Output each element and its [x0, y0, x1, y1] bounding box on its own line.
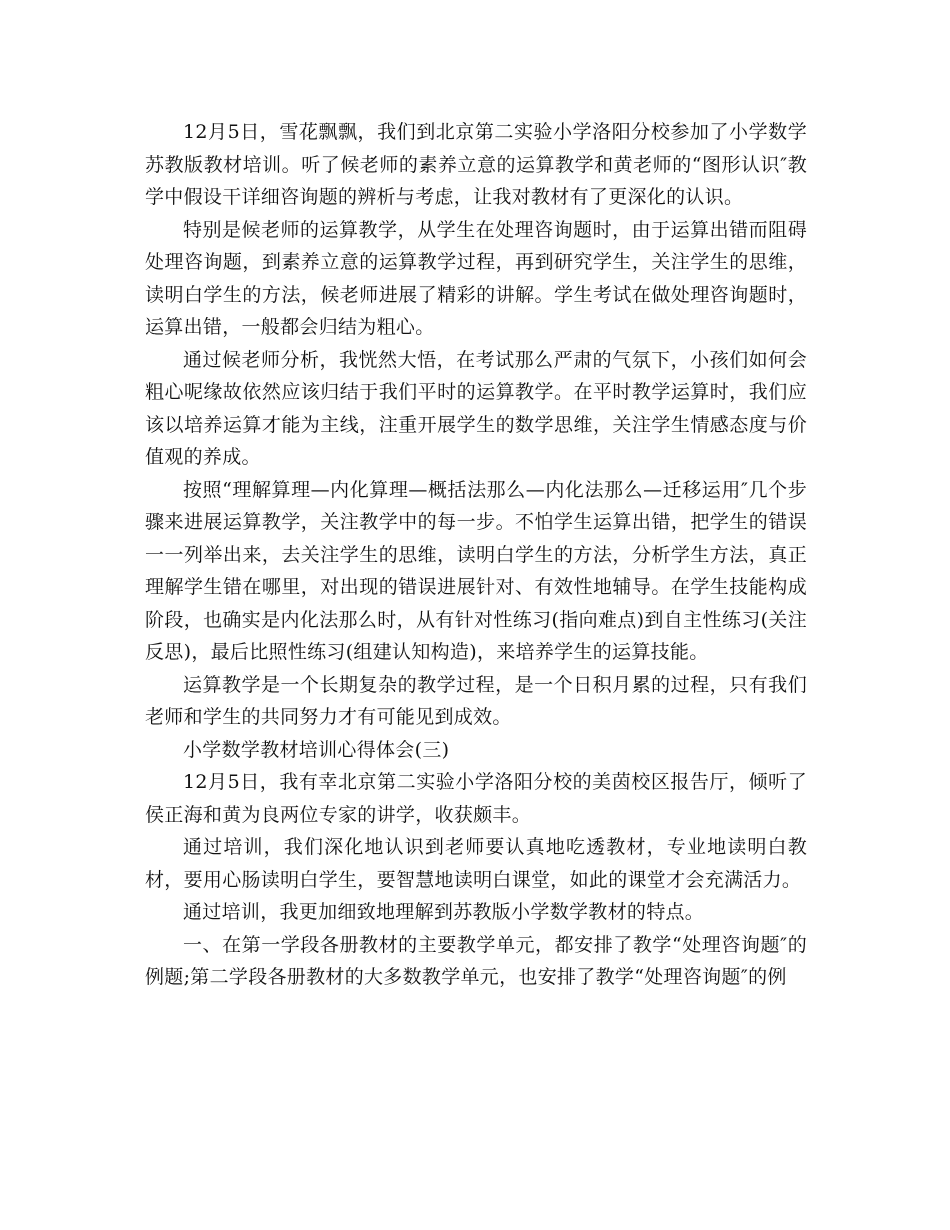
paragraph-1: 12月5日，雪花飘飘，我们到北京第二实验小学洛阳分校参加了小学数学苏教版教材培训。听了候老师的素养立意的运算教学和黄老师的“图形认识″教学中假设干详细咨询题的辨析与考虑，让我对教材有了更深化的认识。 [145, 121, 807, 208]
paragraph-5: 运算教学是一个长期复杂的教学过程，是一个日积月累的过程，只有我们老师和学生的共同努力才有可能见到成效。 [145, 673, 807, 728]
paragraph-3: 通过候老师分析，我恍然大悟，在考试那么严肃的气氛下，小孩们如何会粗心呢缘故依然应该归结于我们平时的运算教学。在平时教学运算时，我们应该以培养运算才能为主线，注重开展学生的数学思维，关注学生情感态度与价值观的养成。 [145, 348, 807, 468]
paragraph-7: 通过培训，我们深化地认识到老师要认真地吃透教材，专业地读明白教材，要用心肠读明白学生，要智慧地读明白课堂，如此的课堂才会充满活力。 [145, 836, 807, 891]
paragraph-8: 通过培训，我更加细致地理解到苏教版小学数学教材的特点。 [183, 901, 705, 923]
paragraph-6: 12月5日，我有幸北京第二实验小学洛阳分校的美茵校区报告厅，倾听了侯正海和黄为良两位专家的讲学，收获颇丰。 [145, 771, 807, 826]
paragraph-2: 特别是候老师的运算教学，从学生在处理咨询题时，由于运算出错而阻碍处理咨询题，到素养立意的运算教学过程，再到研究学生，关注学生的思维，读明白学生的方法，候老师进展了精彩的讲解。学生考试在做处理咨询题时，运算出错，一般都会归结为粗心。 [145, 218, 807, 338]
paragraph-9: 一、在第一学段各册教材的主要教学单元，都安排了教学“处理咨询题″的例题;第二学段各册教材的大多数教学单元，也安排了教学“处理咨询题″的例 [145, 933, 807, 988]
paragraph-4: 按照“理解算理—内化算理—概括法那么—内化法那么—迁移运用″几个步骤来进展运算教学，关注教学中的每一步。不怕学生运算出错，把学生的错误一一列举出来，去关注学生的思维，读明白学生的方法，分析学生方法，真正理解学生错在哪里，对出现的错误进展针对、有效性地辅导。在学生技能构成阶段，也确实是内化法那么时，从有针对性练习(指向难点)到自主性练习(关注反思)，最后比照性练习(组建认知构造)，来培养学生的运算技能。 [145, 478, 807, 663]
document-body [145, 116, 807, 994]
section-heading: 小学数学教材培训心得体会(三) [183, 738, 450, 761]
